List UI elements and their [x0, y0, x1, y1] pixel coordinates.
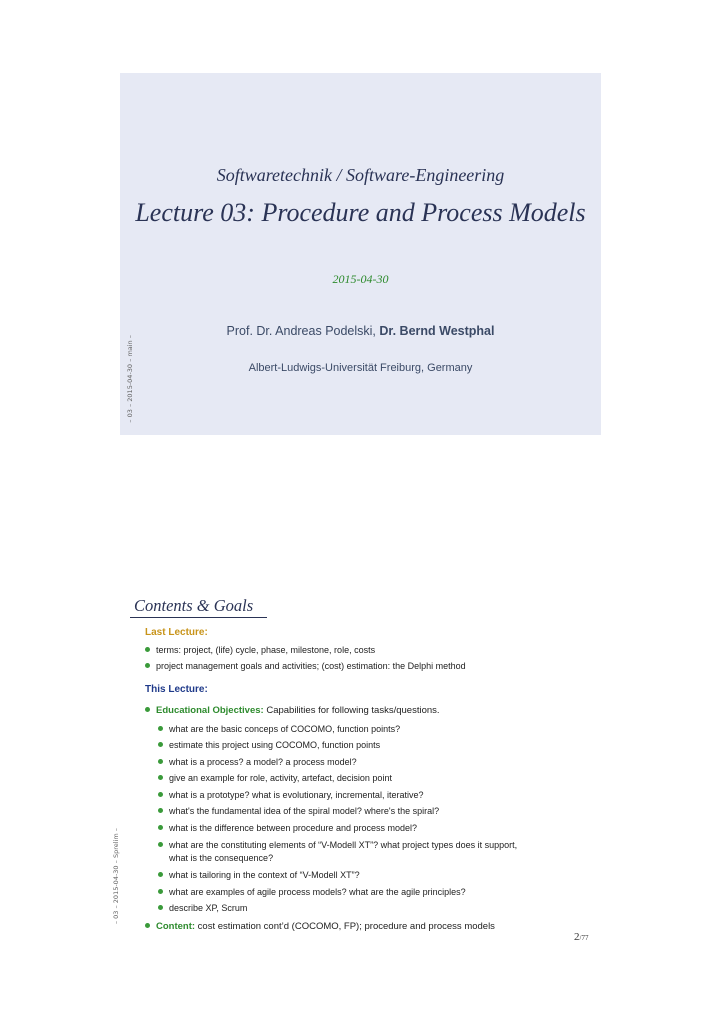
- list-item: give an example for role, activity, artefact, decision point: [158, 773, 392, 783]
- author-plain: Prof. Dr. Andreas Podelski,: [226, 324, 380, 338]
- list-item: what are the constituting elements of “V-Modell XT”? what project types does it support,: [158, 840, 517, 850]
- bullet-icon: [145, 663, 150, 668]
- affiliation: Albert-Ludwigs-Universität Freiburg, Germany: [248, 362, 473, 374]
- bullet-icon: [158, 808, 163, 813]
- bullet-icon: [158, 905, 163, 910]
- bullet-icon: [158, 742, 163, 747]
- slide1-side-label: – 03 – 2015-04-30 – main –: [126, 335, 134, 423]
- list-item: describe XP, Scrum: [158, 903, 247, 913]
- bullet-icon: [158, 775, 163, 780]
- list-item: what is a prototype? what is evolutionary, incremental, iterative?: [158, 790, 423, 800]
- bullet-icon: [158, 872, 163, 877]
- list-item-continuation: what is the consequence?: [169, 853, 274, 863]
- bullet-icon: [158, 726, 163, 731]
- bullet-icon: [158, 759, 163, 764]
- objectives-item: Educational Objectives: Capabilities for following tasks/questions.: [145, 705, 440, 716]
- course-subtitle: Softwaretechnik / Software-Engineering: [216, 165, 505, 185]
- list-item: what are the basic conceps of COCOMO, function points?: [158, 724, 400, 734]
- slide2-side-label: – 03 – 2015-04-30 – Sprelim –: [112, 828, 120, 925]
- list-item: what is a process? a model? a process model?: [158, 757, 357, 767]
- bullet-icon: [145, 647, 150, 652]
- bullet-icon: [145, 923, 150, 928]
- list-item: what is tailoring in the context of “V-Modell XT”?: [158, 870, 360, 880]
- list-item: project management goals and activities; (cost) estimation: the Delphi method: [145, 661, 466, 671]
- contents-heading: Contents & Goals: [134, 596, 254, 615]
- page-number: 2/77: [574, 931, 589, 943]
- bullet-icon: [158, 889, 163, 894]
- title-slide: [120, 73, 601, 435]
- content-item: Content: cost estimation cont’d (COCOMO, FP); procedure and process models: [145, 921, 495, 932]
- last-lecture-label: Last Lecture:: [145, 627, 208, 638]
- list-item: estimate this project using COCOMO, function points: [158, 740, 380, 750]
- bullet-icon: [158, 825, 163, 830]
- authors: [120, 324, 601, 338]
- bullet-icon: [145, 707, 150, 712]
- list-item: what are examples of agile process models? what are the agile principles?: [158, 887, 466, 897]
- lecture-date: 2015-04-30: [332, 272, 389, 286]
- author-bold: Dr. Bernd Westphal: [379, 324, 495, 338]
- list-item: what is the difference between procedure and process model?: [158, 823, 417, 833]
- bullet-icon: [158, 792, 163, 797]
- list-item: what's the fundamental idea of the spiral model? where's the spiral?: [158, 806, 439, 816]
- this-lecture-label: This Lecture:: [145, 684, 208, 695]
- heading-rule: [130, 617, 267, 618]
- list-item: terms: project, (life) cycle, phase, milestone, role, costs: [145, 645, 375, 655]
- lecture-title: Lecture 03: Procedure and Process Models: [135, 198, 586, 227]
- bullet-icon: [158, 842, 163, 847]
